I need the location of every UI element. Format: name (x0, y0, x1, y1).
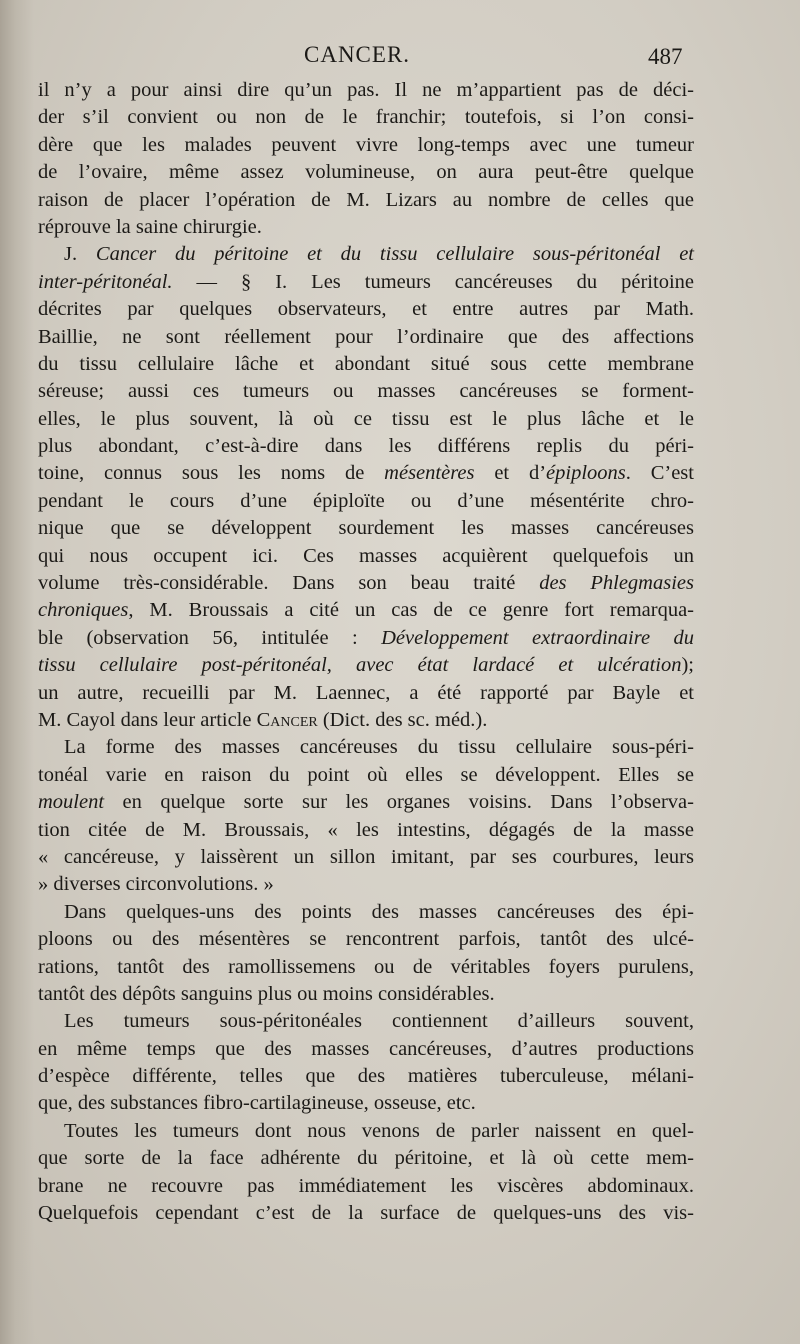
text-line: plus abondant, c’est-à-dire dans les différens replis du péri- (38, 435, 694, 458)
text-line: Les tumeurs sous-péritonéales contiennent d’ailleurs souvent, (64, 1010, 694, 1033)
text-line: La forme des masses cancéreuses du tissu cellulaire sous-péri- (64, 736, 694, 759)
text-line: séreuse; aussi ces tumeurs ou masses cancéreuses se forment- (38, 380, 694, 403)
text-line: toine, connus sous les noms de mésentères et d’épiploons. C’est (38, 462, 694, 485)
body-text (38, 77, 694, 1227)
text-line: nique que se développent sourdement les masses cancéreuses (38, 517, 694, 540)
text-line: d’espèce différente, telles que des matières tuberculeuse, mélani- (38, 1065, 694, 1088)
observation-title: tissu cellulaire post-péritonéal, avec état lardacé et ulcération (38, 654, 682, 677)
running-title: CANCER. (304, 42, 411, 67)
text-line: der s’il convient ou non de le franchir; toutefois, si l’on consi- (38, 106, 694, 129)
text-line: ploons ou des mésentères se rencontrent parfois, tantôt des ulcé- (38, 928, 694, 951)
text-line: de l’ovaire, même assez volumineuse, on aura peut-être quelque (38, 161, 694, 184)
text-line: il n’y a pour ainsi dire qu’un pas. Il ne m’appartient pas de déci- (38, 79, 694, 101)
page-number: 487 (648, 44, 683, 69)
text-line: elles, le plus souvent, là où ce tissu est le plus lâche et le (38, 407, 694, 430)
text-line: M. Cayol dans leur article Cancer (Dict. des sc. méd.). (38, 708, 488, 731)
text-line: rations, tantôt des ramollissemens ou de véritables foyers purulens, (38, 955, 694, 978)
italic-term: mésentères (384, 462, 475, 485)
section-heading-line (38, 241, 694, 268)
text-line: que sorte de la face adhérente du péritoine, et là où cette mem- (38, 1147, 694, 1170)
text-line: Toutes les tumeurs dont nous venons de parler naissent en quel- (64, 1119, 694, 1142)
text-line: ble (observation 56, intitulée : Développement extraordinaire du (38, 626, 694, 649)
section-title: Cancer du péritoine et du tissu cellulaire sous-péritonéal et (95, 243, 694, 266)
text-line: chroniques, M. Broussais a cité un cas de ce genre fort remarqua- (38, 599, 694, 622)
text-line: qui nous occupent ici. Ces masses acquièrent quelquefois un (38, 544, 694, 567)
section-letter: J. (64, 243, 78, 266)
section-title-continued: inter-péritonéal. (38, 270, 173, 293)
italic-term: épiploons (546, 462, 626, 485)
italic-term: moulent (38, 791, 105, 814)
page-header (0, 42, 800, 74)
text-line: tion citée de M. Broussais, « les intestins, dégagés de la masse (38, 818, 694, 841)
text-line: Baillie, ne sont réellement pour l’ordinaire que des affections (38, 325, 694, 348)
text-line: tantôt des dépôts sanguins plus ou moins considérables. (38, 982, 495, 1005)
text-line: inter-péritonéal. — § I. Les tumeurs cancéreuses du péritoine (38, 270, 694, 293)
article-title: Cancer (256, 708, 318, 731)
text-line: du tissu cellulaire lâche et abondant situé sous cette membrane (38, 352, 694, 375)
quote-line: « cancéreuse, y laissèrent un sillon imitant, par ses courbures, leurs (38, 845, 694, 868)
text-line: brane ne recouvre pas immédiatement les viscères abdominaux. (38, 1174, 694, 1197)
text-line: moulent en quelque sorte sur les organes voisins. Dans l’observa- (38, 791, 694, 814)
text-line: Quelquefois cependant c’est de la surface de quelques-uns des vis- (38, 1202, 694, 1225)
text-line: Dans quelques-uns des points des masses cancéreuses des épi- (64, 900, 694, 923)
observation-title: Développement extraordinaire du (381, 626, 694, 649)
quote-line: » diverses circonvolutions. » (38, 873, 274, 896)
book-title: des Phlegmasies (539, 572, 694, 595)
text-line: tissu cellulaire post-péritonéal, avec état lardacé et ulcération); (38, 654, 694, 677)
text-line: réprouve la saine chirurgie. (38, 215, 262, 238)
text-line: que, des substances fibro-cartilagineuse, osseuse, etc. (38, 1092, 476, 1115)
text-line: dère que les malades peuvent vivre long-temps avec une tumeur (38, 133, 694, 156)
text-line: décrites par quelques observateurs, et entre autres par Math. (38, 298, 694, 321)
text-line: tonéal varie en raison du point où elles se développent. Elles se (38, 763, 694, 786)
page-gutter-shadow (0, 0, 34, 1344)
text-line: raison de placer l’opération de M. Lizars au nombre de celles que (38, 188, 694, 211)
text-line: pendant le cours d’une épiploïte ou d’une mésentérite chro- (38, 489, 694, 512)
text-line: un autre, recueilli par M. Laennec, a été rapporté par Bayle et (38, 681, 694, 704)
book-title: chroniques (38, 599, 129, 622)
text-line: volume très-considérable. Dans son beau traité des Phlegmasies (38, 572, 694, 595)
text-line: en même temps que des masses cancéreuses, d’autres productions (38, 1037, 694, 1060)
